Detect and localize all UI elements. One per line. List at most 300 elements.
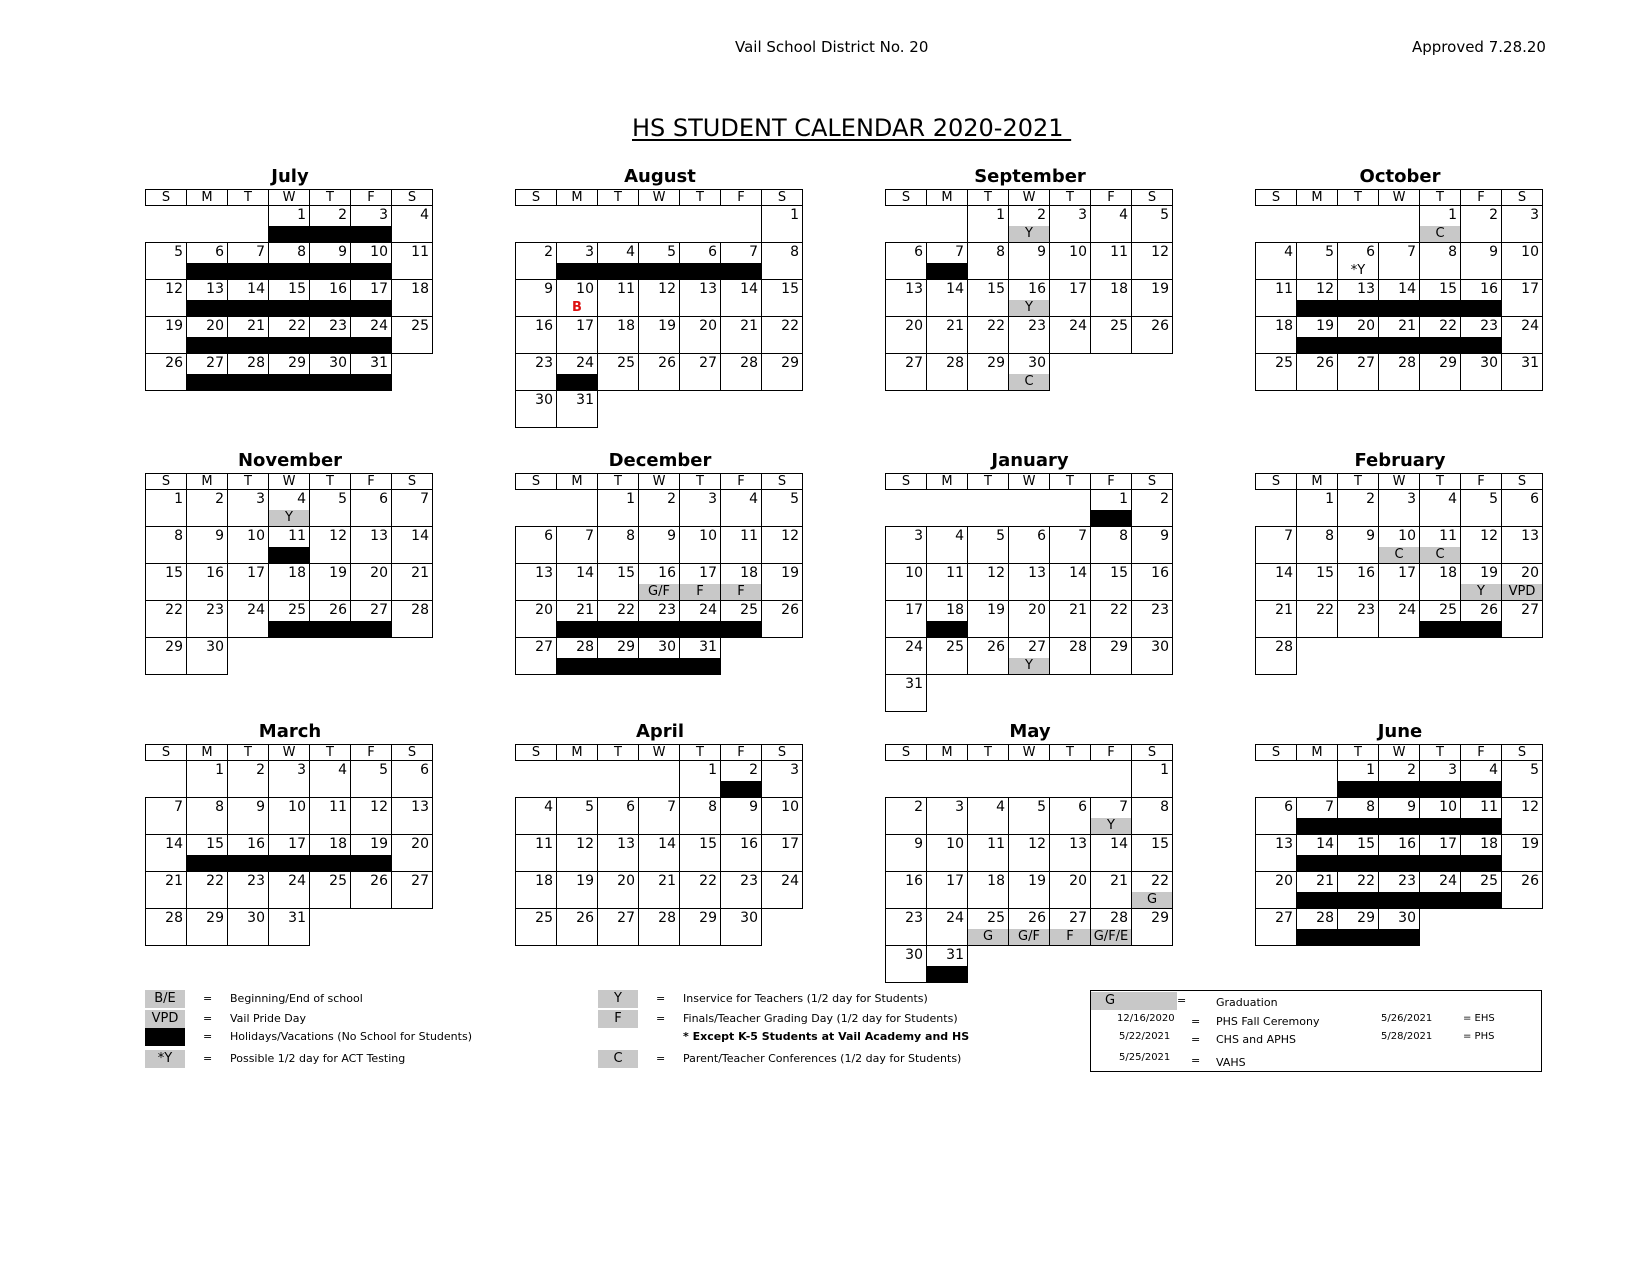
day-cell (1420, 872, 1461, 909)
day-number: 24 (781, 873, 799, 889)
day-cell (762, 835, 803, 872)
day-cell (1461, 527, 1502, 564)
month-january (885, 449, 1175, 712)
day-number: 9 (749, 799, 758, 815)
day-cell (1009, 564, 1050, 601)
day-cell (228, 909, 269, 946)
empty-cell (927, 206, 968, 243)
holiday-bar (310, 300, 350, 316)
day-cell (598, 490, 639, 527)
day-cell (1297, 280, 1338, 317)
day-cell (886, 527, 927, 564)
day-number: 8 (790, 244, 799, 260)
day-cell (968, 909, 1009, 946)
day-cell (557, 564, 598, 601)
holiday-bar (721, 621, 761, 637)
day-cell (1379, 835, 1420, 872)
day-cell (927, 798, 968, 835)
holiday-bar (351, 226, 391, 242)
day-number: 26 (1521, 873, 1539, 889)
day-number: 18 (1439, 565, 1457, 581)
grad-date: 5/25/2021 (1119, 1052, 1171, 1063)
weekday-header: S (1502, 474, 1543, 490)
day-number: 2 (749, 762, 758, 778)
weekday-header: S (1256, 190, 1297, 206)
empty-cell (927, 761, 968, 798)
day-cell (598, 798, 639, 835)
day-number: 14 (1275, 565, 1293, 581)
weekday-header: S (1256, 474, 1297, 490)
grad-date: 5/26/2021 (1381, 1013, 1433, 1024)
day-cell (639, 527, 680, 564)
day-cell (310, 243, 351, 280)
holiday-bar (1420, 781, 1460, 797)
day-number: 8 (1366, 799, 1375, 815)
day-cell (1420, 601, 1461, 638)
weekday-header: W (1009, 474, 1050, 490)
holiday-bar (1338, 818, 1378, 834)
day-cell (516, 798, 557, 835)
day-number: 19 (781, 565, 799, 581)
empty-cell (1461, 909, 1502, 946)
day-cell (1297, 243, 1338, 280)
day-cell (1420, 317, 1461, 354)
weekday-header: M (557, 474, 598, 490)
day-cell (146, 280, 187, 317)
day-cell (968, 527, 1009, 564)
month-september (885, 165, 1175, 391)
day-number: 21 (576, 602, 594, 618)
weekday-header: M (557, 745, 598, 761)
day-number: 30 (1398, 910, 1416, 926)
day-cell (1132, 243, 1173, 280)
day-cell (1132, 798, 1173, 835)
weekday-header: T (1420, 474, 1461, 490)
weekday-header: F (1461, 190, 1502, 206)
day-number: 22 (699, 873, 717, 889)
day-cell (146, 564, 187, 601)
day-cell (639, 243, 680, 280)
day-number: 15 (165, 565, 183, 581)
day-number: 26 (329, 602, 347, 618)
empty-cell (1050, 761, 1091, 798)
day-number: 5 (1037, 799, 1046, 815)
holiday-bar (680, 621, 720, 637)
day-number: 20 (411, 836, 429, 852)
weekday-header: S (762, 745, 803, 761)
day-cell (1420, 280, 1461, 317)
empty-cell (351, 638, 392, 675)
day-number: 5 (585, 799, 594, 815)
empty-cell (1050, 354, 1091, 391)
weekday-header: S (146, 190, 187, 206)
empty-cell (927, 675, 968, 712)
day-number: 28 (1275, 639, 1293, 655)
day-cell (1297, 909, 1338, 946)
weekday-header: F (721, 474, 762, 490)
weekday-header: S (886, 474, 927, 490)
empty-cell (557, 761, 598, 798)
empty-cell (310, 638, 351, 675)
day-cell (1297, 354, 1338, 391)
day-cell (1009, 354, 1050, 391)
empty-cell (1461, 638, 1502, 675)
day-number: 17 (905, 602, 923, 618)
day-cell (269, 798, 310, 835)
month-name: July (271, 166, 309, 187)
day-cell (228, 527, 269, 564)
holiday-bar (927, 966, 967, 982)
day-number: 4 (297, 491, 306, 507)
day-number: 8 (626, 528, 635, 544)
day-cell (1091, 638, 1132, 675)
day-cell (680, 564, 721, 601)
empty-cell (721, 206, 762, 243)
day-number: 18 (740, 565, 758, 581)
day-cell (146, 872, 187, 909)
day-number: 17 (1439, 836, 1457, 852)
day-number: 21 (1398, 318, 1416, 334)
day-number: 4 (996, 799, 1005, 815)
day-cell (968, 317, 1009, 354)
day-number: 8 (1448, 244, 1457, 260)
month-may (885, 720, 1175, 983)
day-cell (1420, 798, 1461, 835)
day-cell (886, 280, 927, 317)
day-cell (310, 601, 351, 638)
day-cell (680, 835, 721, 872)
holiday-bar (310, 621, 350, 637)
day-number: 15 (206, 836, 224, 852)
month-table (515, 189, 803, 428)
day-code: G/F (1009, 929, 1049, 945)
day-number: 9 (1037, 244, 1046, 260)
month-name: February (1354, 450, 1446, 471)
holiday-bar (1461, 855, 1501, 871)
day-number: 20 (1275, 873, 1293, 889)
day-number: 4 (420, 207, 429, 223)
day-number: 8 (174, 528, 183, 544)
day-cell (1502, 317, 1543, 354)
day-cell (1379, 872, 1420, 909)
day-number: 13 (411, 799, 429, 815)
day-number: 28 (576, 639, 594, 655)
day-number: 1 (1366, 762, 1375, 778)
holiday-bar (927, 263, 967, 279)
day-cell (639, 317, 680, 354)
day-code: G (1132, 892, 1172, 908)
day-number: 11 (288, 528, 306, 544)
day-cell (1050, 280, 1091, 317)
day-code: F (721, 584, 761, 600)
legend-except-note: * Except K-5 Students at Vail Academy and HS (683, 1030, 970, 1043)
holiday-bar (1420, 818, 1460, 834)
legend-swatch-y: Y (598, 990, 638, 1008)
weekday-header: W (639, 474, 680, 490)
holiday-bar (228, 263, 268, 279)
day-number: 18 (987, 873, 1005, 889)
day-number: 17 (1069, 281, 1087, 297)
day-number: 22 (1357, 873, 1375, 889)
day-cell (598, 317, 639, 354)
day-cell (1256, 835, 1297, 872)
day-cell (927, 564, 968, 601)
day-code: G (968, 929, 1008, 945)
day-number: 12 (165, 281, 183, 297)
day-cell (1338, 601, 1379, 638)
day-cell (269, 243, 310, 280)
weekday-header: T (1338, 190, 1379, 206)
day-code: F (1050, 929, 1090, 945)
day-number: 6 (708, 244, 717, 260)
day-number: 14 (946, 281, 964, 297)
day-cell (886, 564, 927, 601)
weekday-header: M (927, 474, 968, 490)
day-cell (1091, 909, 1132, 946)
day-cell (228, 835, 269, 872)
day-cell (1338, 835, 1379, 872)
holiday-bar (1338, 781, 1378, 797)
day-cell (269, 354, 310, 391)
day-number: 14 (1069, 565, 1087, 581)
day-cell (968, 601, 1009, 638)
empty-cell (598, 206, 639, 243)
day-cell (351, 761, 392, 798)
day-code: Y (1009, 226, 1049, 242)
day-cell (639, 798, 680, 835)
day-number: 10 (288, 799, 306, 815)
holiday-bar (310, 855, 350, 871)
holiday-bar (557, 658, 597, 674)
day-cell (1338, 527, 1379, 564)
day-number: 23 (1151, 602, 1169, 618)
day-cell (187, 638, 228, 675)
day-number: 19 (1521, 836, 1539, 852)
empty-cell (516, 490, 557, 527)
day-number: 28 (1069, 639, 1087, 655)
day-cell (1009, 798, 1050, 835)
holiday-bar (269, 337, 309, 353)
empty-cell (886, 206, 927, 243)
day-number: 5 (667, 244, 676, 260)
weekday-header: S (146, 474, 187, 490)
day-cell (1502, 490, 1543, 527)
day-cell (1461, 354, 1502, 391)
holiday-bar (351, 855, 391, 871)
holiday-bar (228, 337, 268, 353)
empty-cell (968, 490, 1009, 527)
day-cell (187, 761, 228, 798)
day-number: 28 (1316, 910, 1334, 926)
day-cell (269, 601, 310, 638)
day-number: 29 (288, 355, 306, 371)
empty-cell (1009, 946, 1050, 983)
holiday-bar (310, 263, 350, 279)
empty-cell (516, 206, 557, 243)
day-cell (557, 243, 598, 280)
day-cell (269, 835, 310, 872)
day-cell (392, 761, 433, 798)
day-number: 4 (626, 244, 635, 260)
month-june (1255, 720, 1545, 946)
day-cell (187, 243, 228, 280)
day-cell (351, 490, 392, 527)
weekday-header: T (1050, 745, 1091, 761)
day-number: 16 (1151, 565, 1169, 581)
day-number: 22 (165, 602, 183, 618)
day-number: 25 (535, 910, 553, 926)
day-cell (1379, 601, 1420, 638)
day-cell (310, 490, 351, 527)
day-cell (351, 601, 392, 638)
weekday-header: W (1379, 190, 1420, 206)
day-code: Y (1461, 584, 1501, 600)
day-number: 29 (1357, 910, 1375, 926)
month-table (145, 744, 433, 946)
day-number: 11 (987, 836, 1005, 852)
day-cell (968, 638, 1009, 675)
day-number: 30 (1480, 355, 1498, 371)
empty-cell (1132, 946, 1173, 983)
grad-desc: = EHS (1463, 1013, 1495, 1024)
day-number: 20 (535, 602, 553, 618)
weekday-header: W (1379, 745, 1420, 761)
holiday-bar (228, 855, 268, 871)
day-number: 20 (370, 565, 388, 581)
day-cell (927, 601, 968, 638)
day-number: 3 (708, 491, 717, 507)
month-july (145, 165, 435, 391)
day-number: 24 (247, 602, 265, 618)
day-number: 10 (1521, 244, 1539, 260)
weekday-header: W (1009, 745, 1050, 761)
day-number: 26 (1480, 602, 1498, 618)
day-cell (598, 835, 639, 872)
day-number: 13 (535, 565, 553, 581)
holiday-bar (1461, 892, 1501, 908)
day-number: 3 (379, 207, 388, 223)
day-cell (680, 354, 721, 391)
holiday-bar (228, 300, 268, 316)
day-code: *Y (1350, 263, 1366, 278)
day-cell (1379, 317, 1420, 354)
day-cell (598, 243, 639, 280)
day-cell (228, 872, 269, 909)
day-code: Y (1091, 818, 1131, 834)
weekday-header: T (228, 190, 269, 206)
day-number: 9 (1366, 528, 1375, 544)
month-table (145, 189, 433, 391)
weekday-header: F (351, 190, 392, 206)
day-cell (310, 564, 351, 601)
day-number: 30 (329, 355, 347, 371)
day-cell (228, 354, 269, 391)
day-number: 19 (658, 318, 676, 334)
day-cell (1132, 835, 1173, 872)
day-number: 10 (699, 528, 717, 544)
day-number: 24 (905, 639, 923, 655)
empty-cell (557, 490, 598, 527)
day-number: 25 (1110, 318, 1128, 334)
day-cell (1502, 280, 1543, 317)
day-number: 9 (1407, 799, 1416, 815)
day-cell (351, 243, 392, 280)
day-cell (762, 564, 803, 601)
day-cell (392, 872, 433, 909)
weekday-header: M (187, 474, 228, 490)
weekday-header: S (762, 190, 803, 206)
day-number: 6 (1530, 491, 1539, 507)
weekday-header: T (680, 190, 721, 206)
empty-cell (639, 391, 680, 428)
day-number: 6 (379, 491, 388, 507)
day-number: 27 (535, 639, 553, 655)
weekday-header: S (1132, 474, 1173, 490)
day-number: 31 (946, 947, 964, 963)
day-number: 20 (206, 318, 224, 334)
legend-swatch-c: C (598, 1050, 638, 1068)
day-cell (1461, 490, 1502, 527)
day-cell (1256, 243, 1297, 280)
day-cell (269, 564, 310, 601)
legend-swatch-holiday (145, 1028, 185, 1046)
day-number: 29 (1110, 639, 1128, 655)
empty-cell (1256, 490, 1297, 527)
day-cell (886, 798, 927, 835)
day-number: 8 (297, 244, 306, 260)
day-number: 19 (1151, 281, 1169, 297)
empty-cell (1256, 761, 1297, 798)
day-number: 27 (617, 910, 635, 926)
day-cell (721, 527, 762, 564)
day-cell (1379, 527, 1420, 564)
empty-cell (1091, 354, 1132, 391)
holiday-bar (1461, 818, 1501, 834)
holiday-bar (680, 658, 720, 674)
day-cell (721, 490, 762, 527)
day-number: 31 (370, 355, 388, 371)
day-cell (516, 601, 557, 638)
empty-cell (1379, 638, 1420, 675)
month-november (145, 449, 435, 675)
day-number: 13 (905, 281, 923, 297)
day-code: B (572, 300, 582, 315)
empty-cell (392, 354, 433, 391)
empty-cell (968, 761, 1009, 798)
day-number: 17 (288, 836, 306, 852)
day-number: 12 (658, 281, 676, 297)
day-number: 11 (1110, 244, 1128, 260)
day-number: 28 (1398, 355, 1416, 371)
day-cell (146, 638, 187, 675)
day-cell (269, 317, 310, 354)
empty-cell (187, 206, 228, 243)
day-cell (1132, 280, 1173, 317)
day-number: 2 (338, 207, 347, 223)
day-cell (1420, 490, 1461, 527)
empty-cell (1420, 909, 1461, 946)
day-number: 30 (535, 392, 553, 408)
day-cell (1091, 243, 1132, 280)
day-cell (557, 909, 598, 946)
weekday-header: M (1297, 745, 1338, 761)
holiday-bar (1338, 855, 1378, 871)
day-cell (639, 354, 680, 391)
day-cell (392, 564, 433, 601)
day-number: 27 (206, 355, 224, 371)
empty-cell (228, 638, 269, 675)
day-cell (1461, 243, 1502, 280)
